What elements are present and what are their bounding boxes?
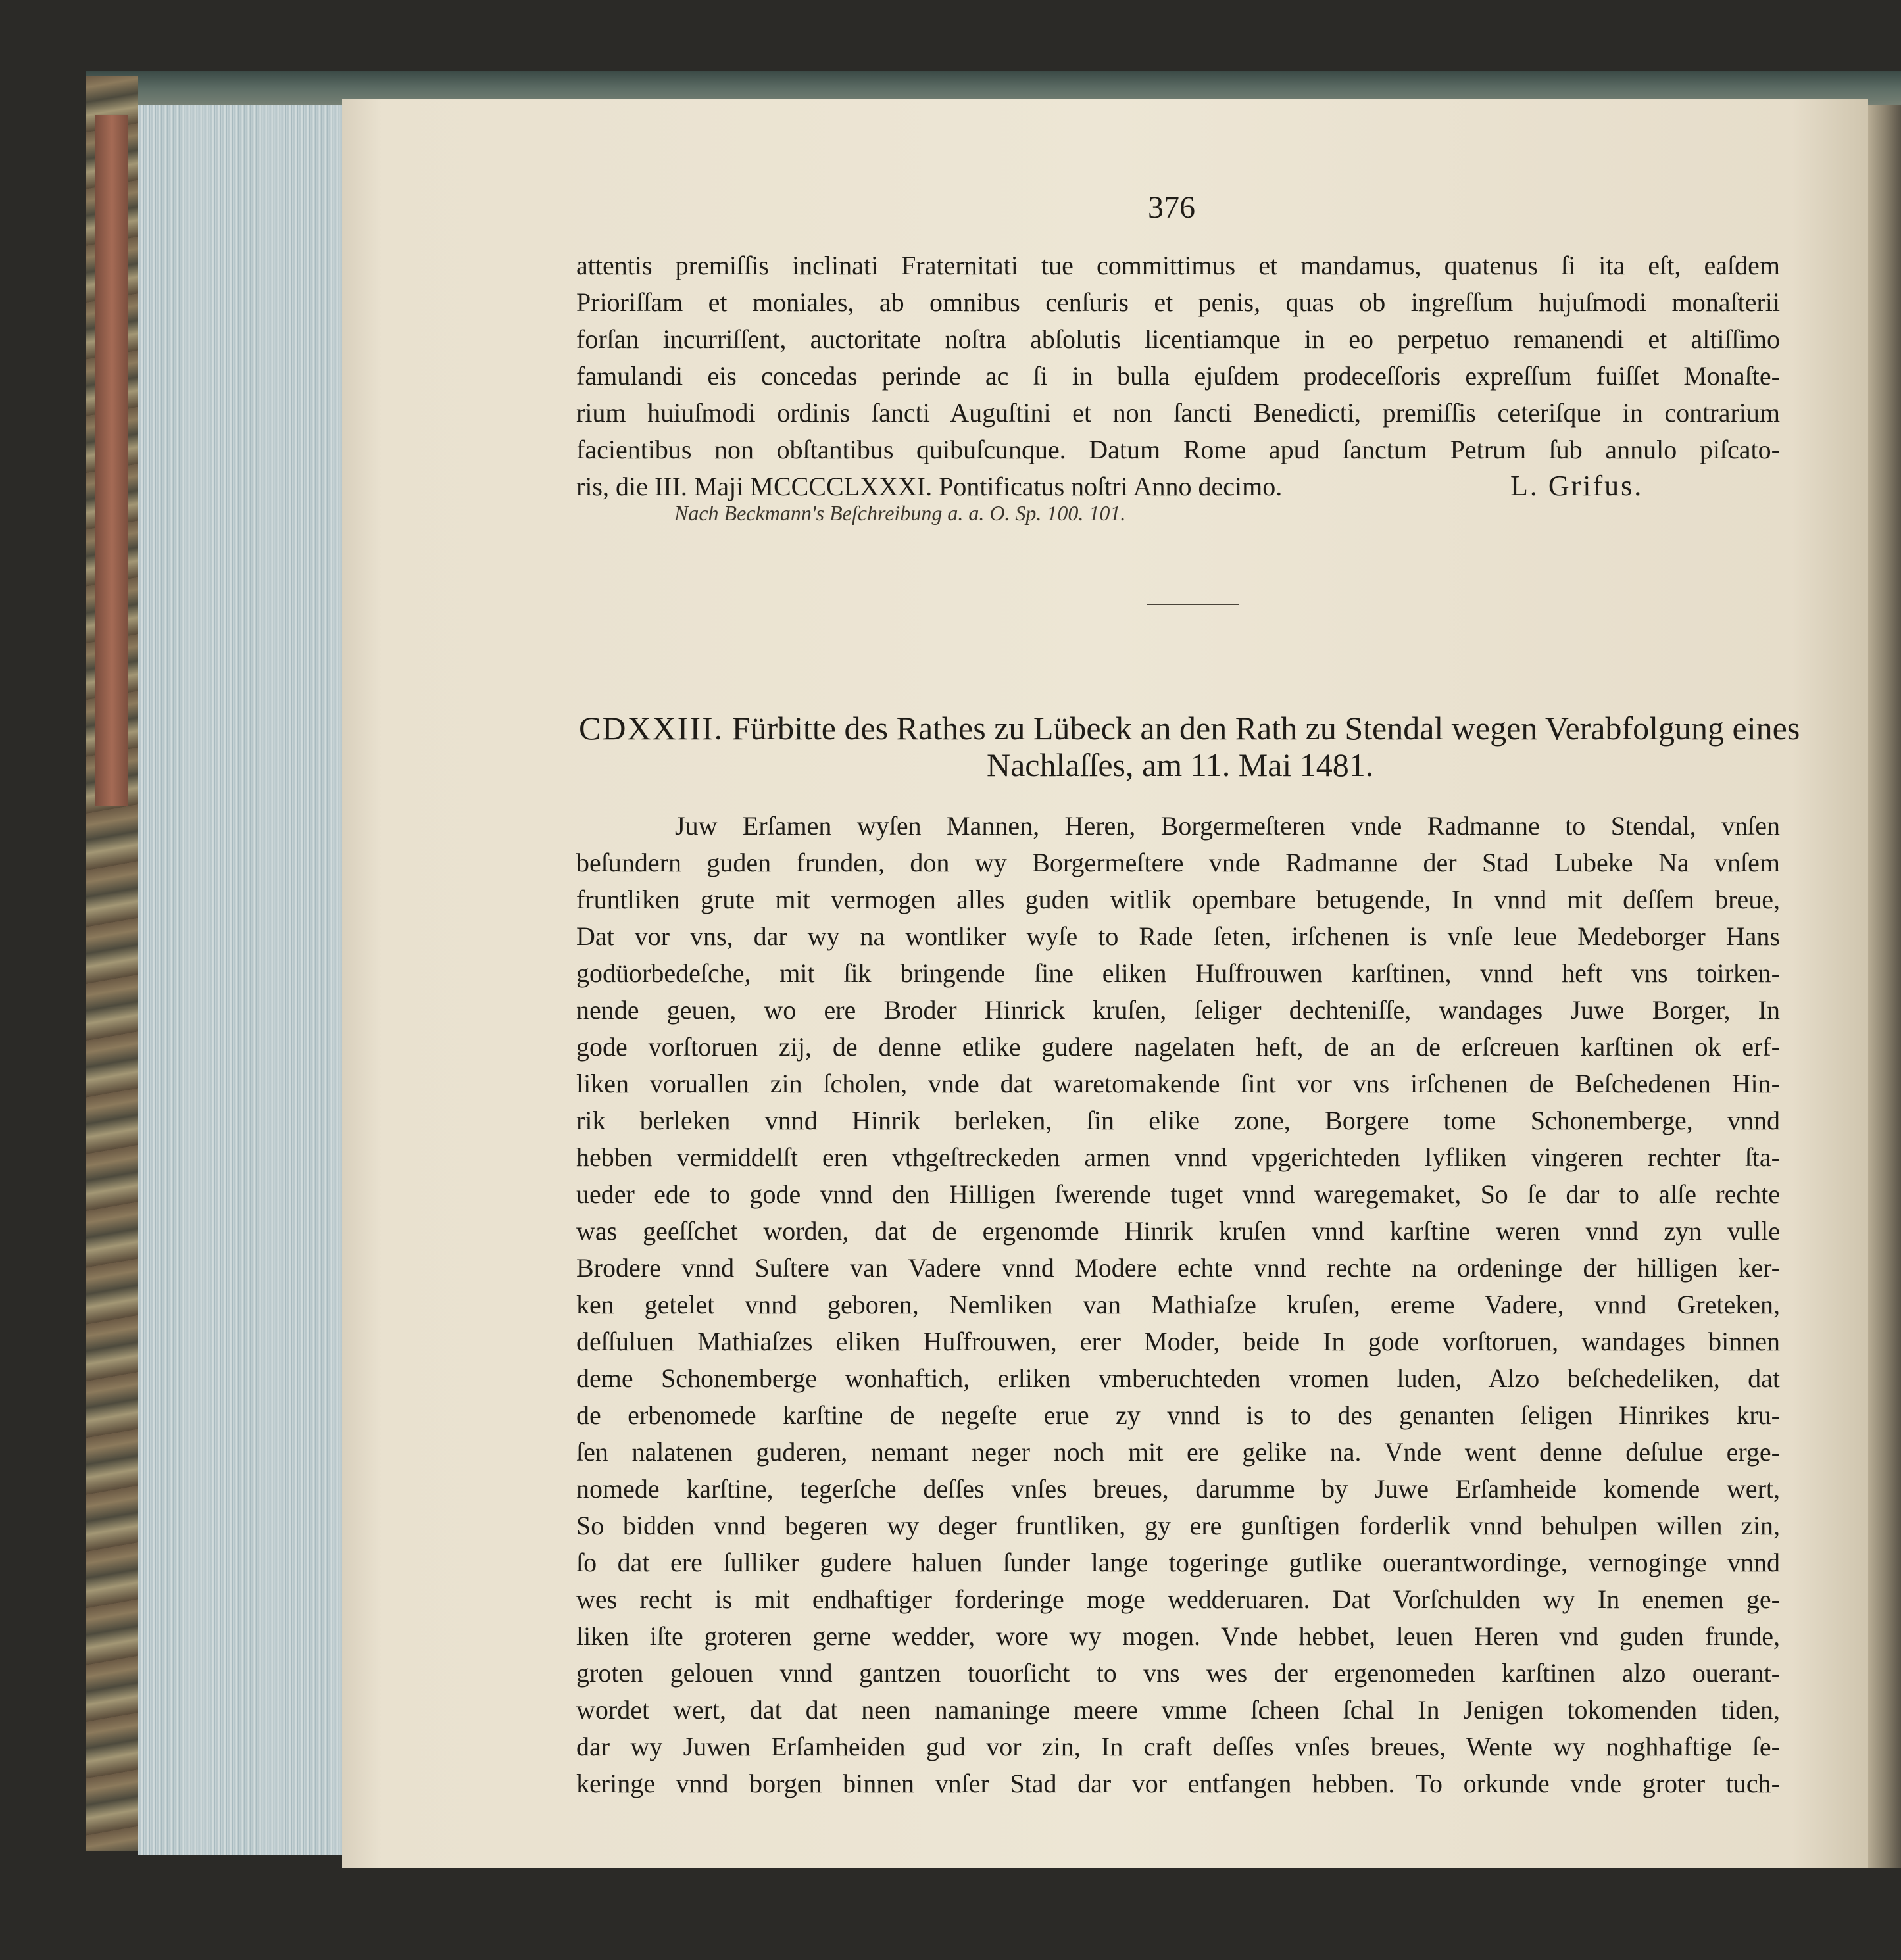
text-line: gode vorſtoruen zij, de denne etlike gudere nagelaten heft, de an de erſcreuen karſtinen ok erf- <box>576 1032 1780 1062</box>
page-number: 376 <box>1148 190 1195 225</box>
text-line: liken voruallen zin ſcholen, vnde dat waretomakende ſint vor vns irſchenen de Beſchedenen Hin- <box>576 1069 1780 1098</box>
text-line: forſan incurriſſent, auctoritate noſtra abſolutis licentiamque in eo perpetuo remanendi et altiſſimo <box>576 324 1780 354</box>
text-line: ken getelet vnnd geboren, Nemliken van Mathiaſze kruſen, ereme Vadere, vnnd Greteken, <box>576 1290 1780 1319</box>
leather-spine-corner <box>95 115 128 806</box>
continuation-paragraph <box>576 247 1780 505</box>
body-paragraph <box>576 808 1780 1802</box>
text-line: Prioriſſam et moniales, ab omnibus cenſuris et penis, quas ob ingreſſum hujuſmodi monaſterii <box>576 287 1780 317</box>
text-line: rium huiuſmodi ordinis ſancti Auguſtini et non ſancti Benedicti, premiſſis ceteriſque in contrarium <box>576 398 1780 428</box>
text-line: groten gelouen vnnd gantzen touorſicht to vns wes der ergenomeden karſtinen alzo ouerant- <box>576 1658 1780 1688</box>
signature: L. Grifus. <box>1510 470 1644 502</box>
page-block-edges <box>138 105 343 1855</box>
text-line: Brodere vnnd Suſtere van Vadere vnnd Modere echte vnnd rechte na ordeninge der hilligen ker- <box>576 1253 1780 1283</box>
text-line: Juw Erſamen wyſen Mannen, Heren, Borgermeſteren vnde Radmanne to Stendal, vnſen <box>675 811 1780 841</box>
document-title-line2: Nachlaſſes, am 11. Mai 1481. <box>987 747 1374 783</box>
text-line: wes recht is mit endhaftiger forderinge moge wedderuaren. Dat Vorſchulden wy In enemen ge- <box>576 1584 1780 1614</box>
document-number: CDXXIII. <box>579 710 724 747</box>
text-line: dar wy Juwen Erſamheiden gud vor zin, In craft deſſes vnſes breues, Wente wy noghhaftige ſe- <box>576 1732 1780 1761</box>
text-line: deſſuluen Mathiaſzes eliken Huſfrouwen, erer Moder, beide In gode vorſtoruen, wandages binnen <box>576 1327 1780 1356</box>
text-line: was geeſſchet worden, dat de ergenomde Hinrik kruſen vnnd karſtine weren vnnd zyn vulle <box>576 1216 1780 1246</box>
text-line: beſundern guden frunden, don wy Borgermeſtere vnde Radmanne der Stad Lubeke Na vnſem <box>576 848 1780 877</box>
right-page-edge <box>1868 105 1901 1868</box>
text-line: wordet wert, dat dat neen namaninge meere vmme ſcheen ſchal In Jenigen tokomenden tiden, <box>576 1695 1780 1725</box>
text-line: facientibus non obſtantibus quibuſcunque. Datum Rome apud ſanctum Petrum ſub annulo piſcato- <box>576 435 1780 464</box>
text-line: liken iſte groteren gerne wedder, wore wy mogen. Vnde hebbet, leuen Heren vnd guden frunde, <box>576 1621 1780 1651</box>
text-line: famulandi eis concedas perinde ac ſi in bulla ejuſdem prodeceſſoris expreſſum fuiſſet Monaſte- <box>576 361 1780 391</box>
text-line: ris, die III. Maji MCCCCLXXXI. Pontificatus noſtri Anno decimo. <box>576 472 1283 501</box>
text-line: fruntliken grute mit vermogen alles guden witlik opembare betugende, In vnnd mit deſſem breue, <box>576 885 1780 914</box>
section-divider <box>1147 604 1239 605</box>
text-line: rik berleken vnnd Hinrik berleken, ſin elike zone, Borgere tome Schonemberge, vnnd <box>576 1106 1780 1135</box>
source-note: Nach Beckmann's Beſchreibung a. a. O. Sp. 100. 101. <box>674 501 1126 525</box>
text-line: de erbenomede karſtine de negeſte erue zy vnnd is to des genanten ſeligen Hinrikes kru- <box>576 1400 1780 1430</box>
text-line: ueder ede to gode vnnd den Hilligen ſwerende tuget vnnd waregemaket, So ſe dar to alſe rechte <box>576 1179 1780 1209</box>
text-line: So bidden vnnd begeren wy deger fruntliken, gy ere gunſtigen forderlik vnnd behulpen willen zin, <box>576 1511 1780 1540</box>
text-line: ſen nalatenen guderen, nemant neger noch mit ere gelike na. Vnde went denne deſulue erge- <box>576 1437 1780 1467</box>
text-line: Dat vor vns, dar wy na wontliker wyſe to Rade ſeten, irſchenen is vnſe leue Medeborger Hans <box>576 921 1780 951</box>
text-line: attentis premiſſis inclinati Fraternitati tue committimus et mandamus, quatenus ſi ita eſt, eaſdem <box>576 251 1780 280</box>
document-heading <box>579 709 1800 747</box>
document-title-line1: Fürbitte des Rathes zu Lübeck an den Rath zu Stendal wegen Verabfolgung eines <box>731 710 1800 747</box>
text-line: godüorbedeſche, mit ſik bringende ſine eliken Huſfrouwen karſtinen, vnnd heft vns toirken- <box>576 958 1780 988</box>
text-line: ſo dat ere ſulliker gudere haluen ſunder lange togeringe gutlike ouerantwordinge, vernoginge vnnd <box>576 1548 1780 1577</box>
text-line: deme Schonemberge wonhaftich, erliken vmberuchteden vromen luden, Alzo beſchedeliken, dat <box>576 1363 1780 1393</box>
text-line: nende geuen, wo ere Broder Hinrick kruſen, ſeliger dechteniſſe, wandages Juwe Borger, In <box>576 995 1780 1025</box>
text-line: nomede karſtine, tegerſche deſſes vnſes breues, darumme by Juwe Erſamheide komende wert, <box>576 1474 1780 1504</box>
text-line: hebben vermiddelſt eren vthgeſtreckeden armen vnnd vpgerichteden lyfliken vingeren rechter ſta- <box>576 1142 1780 1172</box>
text-line: keringe vnnd borgen binnen vnſer Stad dar vor entfangen hebben. To orkunde vnde groter tuch- <box>576 1769 1780 1798</box>
